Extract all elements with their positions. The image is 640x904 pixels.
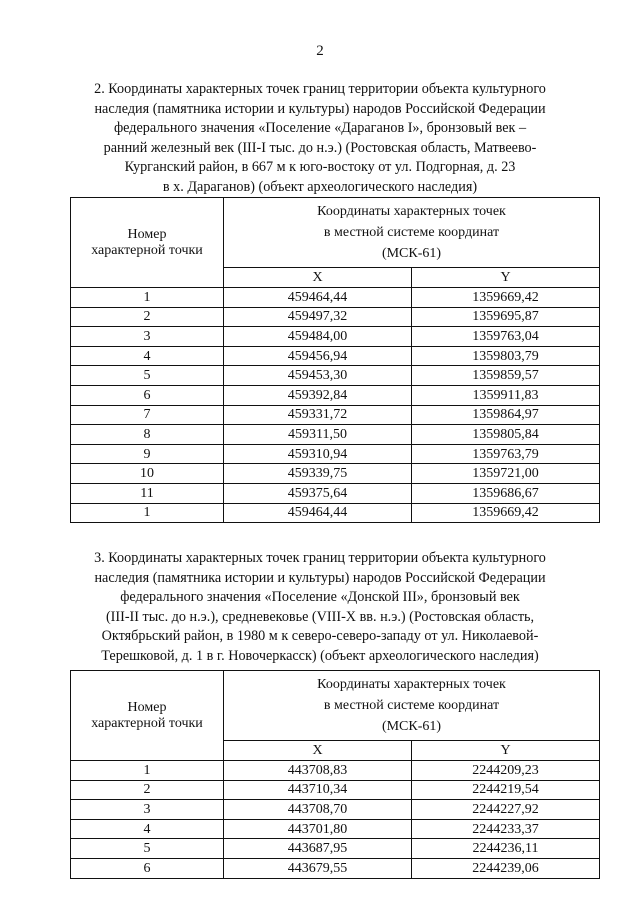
cell-point-number: 8 xyxy=(71,425,224,445)
header-line: (МСК-61) xyxy=(381,246,442,261)
table-row xyxy=(71,288,600,308)
cell-point-number: 1 xyxy=(71,761,224,781)
table-row xyxy=(71,761,600,781)
table-row xyxy=(71,483,600,503)
cell-x: 459453,30 xyxy=(224,366,412,386)
table-row xyxy=(71,800,600,820)
cell-point-number: 7 xyxy=(71,405,224,425)
cell-x: 443687,95 xyxy=(224,839,412,859)
table-row xyxy=(71,327,600,347)
cell-x: 459464,44 xyxy=(224,503,412,523)
cell-x: 459464,44 xyxy=(224,288,412,308)
heading-line: ранний железный век (III-I тыс. до н.э.) (Ростовская область, Матвеево- xyxy=(103,139,537,156)
cell-x: 443708,70 xyxy=(224,800,412,820)
header-line: характерной точки xyxy=(91,715,203,731)
table-row xyxy=(71,503,600,523)
col-header-x: X xyxy=(224,268,412,288)
header-line: Координаты характерных точек xyxy=(317,204,506,219)
heading-line: 2. Координаты характерных точек границ территории объекта культурного xyxy=(94,81,546,97)
page-number: 2 xyxy=(316,43,324,59)
cell-y: 1359864,97 xyxy=(412,405,600,425)
col-header-y: Y xyxy=(412,268,600,288)
table-row xyxy=(71,385,600,405)
table-row xyxy=(71,839,600,859)
cell-point-number: 9 xyxy=(71,444,224,464)
coordinates-table-section-2 xyxy=(70,197,600,523)
col-header-point-number xyxy=(71,198,224,288)
cell-point-number: 4 xyxy=(71,819,224,839)
cell-y: 1359686,67 xyxy=(412,483,600,503)
header-line: Номер xyxy=(127,699,167,715)
heading-line: Октябрьский район, в 1980 м к северо-северо-западу от ул. Николаевой- xyxy=(101,628,539,644)
section-3-heading xyxy=(70,549,570,666)
heading-line: наследия (памятника истории и культуры) народов Российской Федерации xyxy=(94,569,546,586)
heading-line: федерального значения «Поселение «Дараганов I», бронзовый век – xyxy=(113,120,527,136)
cell-y: 1359763,79 xyxy=(412,444,600,464)
cell-x: 459456,94 xyxy=(224,346,412,366)
header-line: в местной системе координат xyxy=(323,698,500,713)
cell-point-number: 1 xyxy=(71,288,224,308)
heading-line: наследия (памятника истории и культуры) народов Российской Федерации xyxy=(94,100,546,117)
cell-x: 459392,84 xyxy=(224,385,412,405)
cell-point-number: 6 xyxy=(71,858,224,878)
cell-y: 1359911,83 xyxy=(412,385,600,405)
cell-x: 443708,83 xyxy=(224,761,412,781)
cell-y: 2244233,37 xyxy=(412,819,600,839)
cell-point-number: 10 xyxy=(71,464,224,484)
cell-x: 459484,00 xyxy=(224,327,412,347)
cell-y: 2244236,11 xyxy=(412,839,600,859)
col-header-x: X xyxy=(224,741,412,761)
cell-y: 1359763,04 xyxy=(412,327,600,347)
cell-y: 1359669,42 xyxy=(412,288,600,308)
cell-y: 2244227,92 xyxy=(412,800,600,820)
cell-y: 1359803,79 xyxy=(412,346,600,366)
table-row xyxy=(71,819,600,839)
table-row xyxy=(71,307,600,327)
header-line: характерной точки xyxy=(91,242,203,258)
col-header-point-number xyxy=(71,671,224,761)
table-row xyxy=(71,780,600,800)
table-row xyxy=(71,464,600,484)
header-line: (МСК-61) xyxy=(381,719,442,734)
heading-line: Курганский район, в 667 м к юго-востоку от ул. Подгорная, д. 23 xyxy=(124,159,516,175)
cell-y: 2244219,54 xyxy=(412,780,600,800)
cell-x: 459497,32 xyxy=(224,307,412,327)
cell-x: 459375,64 xyxy=(224,483,412,503)
cell-x: 443679,55 xyxy=(224,858,412,878)
cell-y: 1359805,84 xyxy=(412,425,600,445)
cell-x: 459310,94 xyxy=(224,444,412,464)
cell-point-number: 3 xyxy=(71,800,224,820)
heading-line: Терешковой, д. 1 в г. Новочеркасск) (объект археологического наследия) xyxy=(101,647,539,664)
cell-point-number: 5 xyxy=(71,366,224,386)
cell-y: 1359669,42 xyxy=(412,503,600,523)
table-row xyxy=(71,366,600,386)
section-2-heading xyxy=(70,80,570,197)
cell-point-number: 2 xyxy=(71,780,224,800)
cell-x: 459331,72 xyxy=(224,405,412,425)
heading-line: федерального значения «Поселение «Донской III», бронзовый век xyxy=(120,589,520,605)
cell-point-number: 4 xyxy=(71,346,224,366)
table-row xyxy=(71,444,600,464)
cell-y: 2244209,23 xyxy=(412,761,600,781)
heading-line: в х. Дараганов) (объект археологического наследия) xyxy=(162,178,478,195)
header-line: Координаты характерных точек xyxy=(317,677,506,692)
coordinates-table-section-3 xyxy=(70,670,600,879)
col-header-y: Y xyxy=(412,741,600,761)
cell-point-number: 3 xyxy=(71,327,224,347)
header-line: в местной системе координат xyxy=(323,225,500,240)
table-row xyxy=(71,405,600,425)
cell-x: 459311,50 xyxy=(224,425,412,445)
header-line: Номер xyxy=(127,226,167,242)
table-row xyxy=(71,425,600,445)
cell-point-number: 6 xyxy=(71,385,224,405)
cell-point-number: 11 xyxy=(71,483,224,503)
cell-y: 1359695,87 xyxy=(412,307,600,327)
cell-x: 443701,80 xyxy=(224,819,412,839)
col-header-coordinates xyxy=(224,671,600,741)
heading-line: (III-II тыс. до н.э.), средневековье (VIII-X вв. н.э.) (Ростовская область, xyxy=(105,608,535,625)
table-row xyxy=(71,858,600,878)
cell-y: 1359859,57 xyxy=(412,366,600,386)
col-header-coordinates xyxy=(224,198,600,268)
cell-y: 2244239,06 xyxy=(412,858,600,878)
cell-point-number: 2 xyxy=(71,307,224,327)
heading-line: 3. Координаты характерных точек границ территории объекта культурного xyxy=(94,550,546,566)
cell-x: 443710,34 xyxy=(224,780,412,800)
cell-y: 1359721,00 xyxy=(412,464,600,484)
cell-x: 459339,75 xyxy=(224,464,412,484)
cell-point-number: 5 xyxy=(71,839,224,859)
cell-point-number: 1 xyxy=(71,503,224,523)
table-row xyxy=(71,346,600,366)
